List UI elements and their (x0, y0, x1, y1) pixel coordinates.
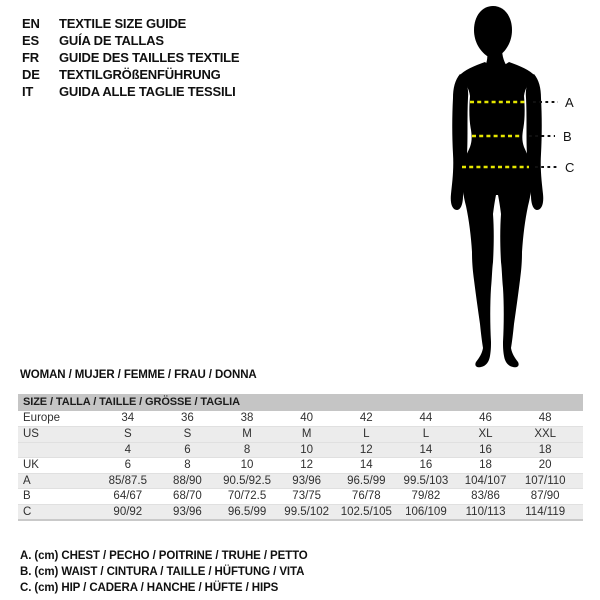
size-cell: 20 (538, 459, 552, 471)
size-cell: 8 (184, 459, 191, 471)
size-cell: 76/78 (351, 490, 381, 502)
table-row (18, 504, 583, 520)
size-cell: 46 (479, 411, 492, 424)
row-label: Europe (23, 411, 61, 424)
silhouette-head (474, 6, 512, 56)
size-cell: 10 (240, 459, 254, 471)
size-cell: 38 (240, 411, 254, 424)
size-cell: L (363, 428, 370, 440)
size-cell: 42 (359, 411, 373, 424)
row-label (18, 443, 98, 458)
language-row (22, 15, 239, 32)
size-table (18, 394, 583, 521)
language-label: GUIDE DES TAILLES TEXTILE (59, 50, 240, 65)
size-cell: 102.5/105 (340, 505, 392, 518)
size-cell: 48 (538, 411, 552, 424)
size-cell: 107/110 (524, 474, 566, 487)
language-code: EN (22, 16, 40, 31)
language-label: GUIDA ALLE TAGLIE TESSILI (59, 84, 236, 99)
size-cell: 18 (479, 459, 492, 471)
size-cell: 93/96 (173, 505, 202, 518)
size-cell: 64/67 (113, 490, 143, 502)
size-cell: 110/113 (465, 505, 506, 518)
woman-silhouette-figure (445, 4, 600, 372)
size-cell: XXL (534, 428, 557, 440)
size-cell: XL (478, 428, 493, 440)
size-cell: 10 (300, 443, 314, 456)
size-cell: 79/82 (411, 490, 441, 502)
language-row (22, 66, 239, 83)
size-cell: 90.5/92.5 (223, 474, 272, 487)
size-cell: 14 (419, 443, 433, 456)
size-cell: 40 (300, 411, 314, 424)
size-cell: L (422, 428, 430, 440)
size-table-header: SIZE / TALLA / TAILLE / GRÖSSE / TAGLIA (18, 394, 583, 411)
language-list (22, 15, 239, 100)
language-code: IT (22, 84, 34, 99)
table-row (18, 473, 583, 489)
language-label: TEXTILGRÖßENFÜHRUNG (59, 67, 221, 82)
size-cell: 14 (359, 459, 373, 471)
size-cell: 99.5/103 (403, 474, 449, 487)
size-cell: 88/90 (173, 474, 202, 487)
size-cell: M (301, 428, 312, 440)
size-cell: 106/109 (405, 505, 447, 518)
language-code: ES (22, 33, 39, 48)
legend-line: A. (cm) CHEST / PECHO / POITRINE / TRUHE / PETTO (20, 550, 308, 562)
legend-line: C. (cm) HIP / CADERA / HANCHE / HÜFTE / HIPS (20, 582, 279, 594)
table-row (18, 426, 583, 442)
row-label: UK (23, 459, 39, 471)
size-cell: 44 (419, 411, 433, 424)
size-cell: 85/87.5 (108, 474, 147, 487)
size-cell: 4 (124, 443, 132, 456)
size-cell: 16 (479, 443, 492, 456)
table-row (18, 488, 583, 504)
size-cell: 8 (243, 443, 251, 456)
measure-label-a: A (565, 95, 574, 110)
measure-label-b: B (563, 129, 572, 144)
size-cell: 96.5/99 (347, 474, 386, 487)
size-cell: 12 (300, 459, 314, 471)
size-cell: S (183, 428, 192, 440)
size-cell: 96.5/99 (227, 505, 267, 518)
size-table-body (18, 411, 583, 520)
language-row (22, 49, 239, 66)
language-row (22, 83, 239, 100)
size-cell: 87/90 (530, 490, 560, 502)
row-label: C (23, 505, 32, 518)
size-cell: M (242, 428, 252, 440)
size-cell: 68/70 (173, 490, 202, 502)
table-group-title: WOMAN / MUJER / FEMME / FRAU / DONNA (20, 369, 257, 381)
measure-label-c: C (565, 160, 575, 175)
language-code: DE (22, 67, 40, 82)
size-cell: S (123, 428, 132, 440)
table-row (18, 411, 583, 427)
language-code: FR (22, 50, 39, 65)
size-cell: 114/119 (525, 505, 566, 518)
language-label: TEXTILE SIZE GUIDE (59, 16, 187, 31)
size-cell: 104/107 (464, 474, 507, 487)
size-cell: 70/72.5 (227, 490, 267, 502)
size-cell: 93/96 (292, 474, 322, 487)
row-label: US (23, 428, 39, 440)
size-cell: 18 (538, 443, 552, 456)
size-cell: 12 (359, 443, 373, 456)
table-row (18, 442, 583, 458)
size-cell: 83/86 (471, 490, 500, 502)
measure-legend (20, 548, 308, 596)
row-label: A (23, 474, 31, 487)
silhouette-body (459, 62, 535, 367)
size-cell: 16 (419, 459, 433, 471)
size-cell: 99.5/102 (284, 505, 330, 518)
size-cell: 6 (124, 459, 132, 471)
table-row (18, 457, 583, 473)
size-cell: 90/92 (113, 505, 143, 518)
row-label: B (23, 490, 31, 502)
size-cell: 36 (181, 411, 194, 424)
language-row (22, 32, 239, 49)
size-cell: 73/75 (292, 490, 322, 502)
size-cell: 34 (121, 411, 135, 424)
language-label: GUÍA DE TALLAS (59, 33, 164, 48)
legend-line: B. (cm) WAIST / CINTURA / TAILLE / HÜFTUNG / VITA (20, 566, 305, 578)
size-cell: 6 (184, 443, 191, 456)
